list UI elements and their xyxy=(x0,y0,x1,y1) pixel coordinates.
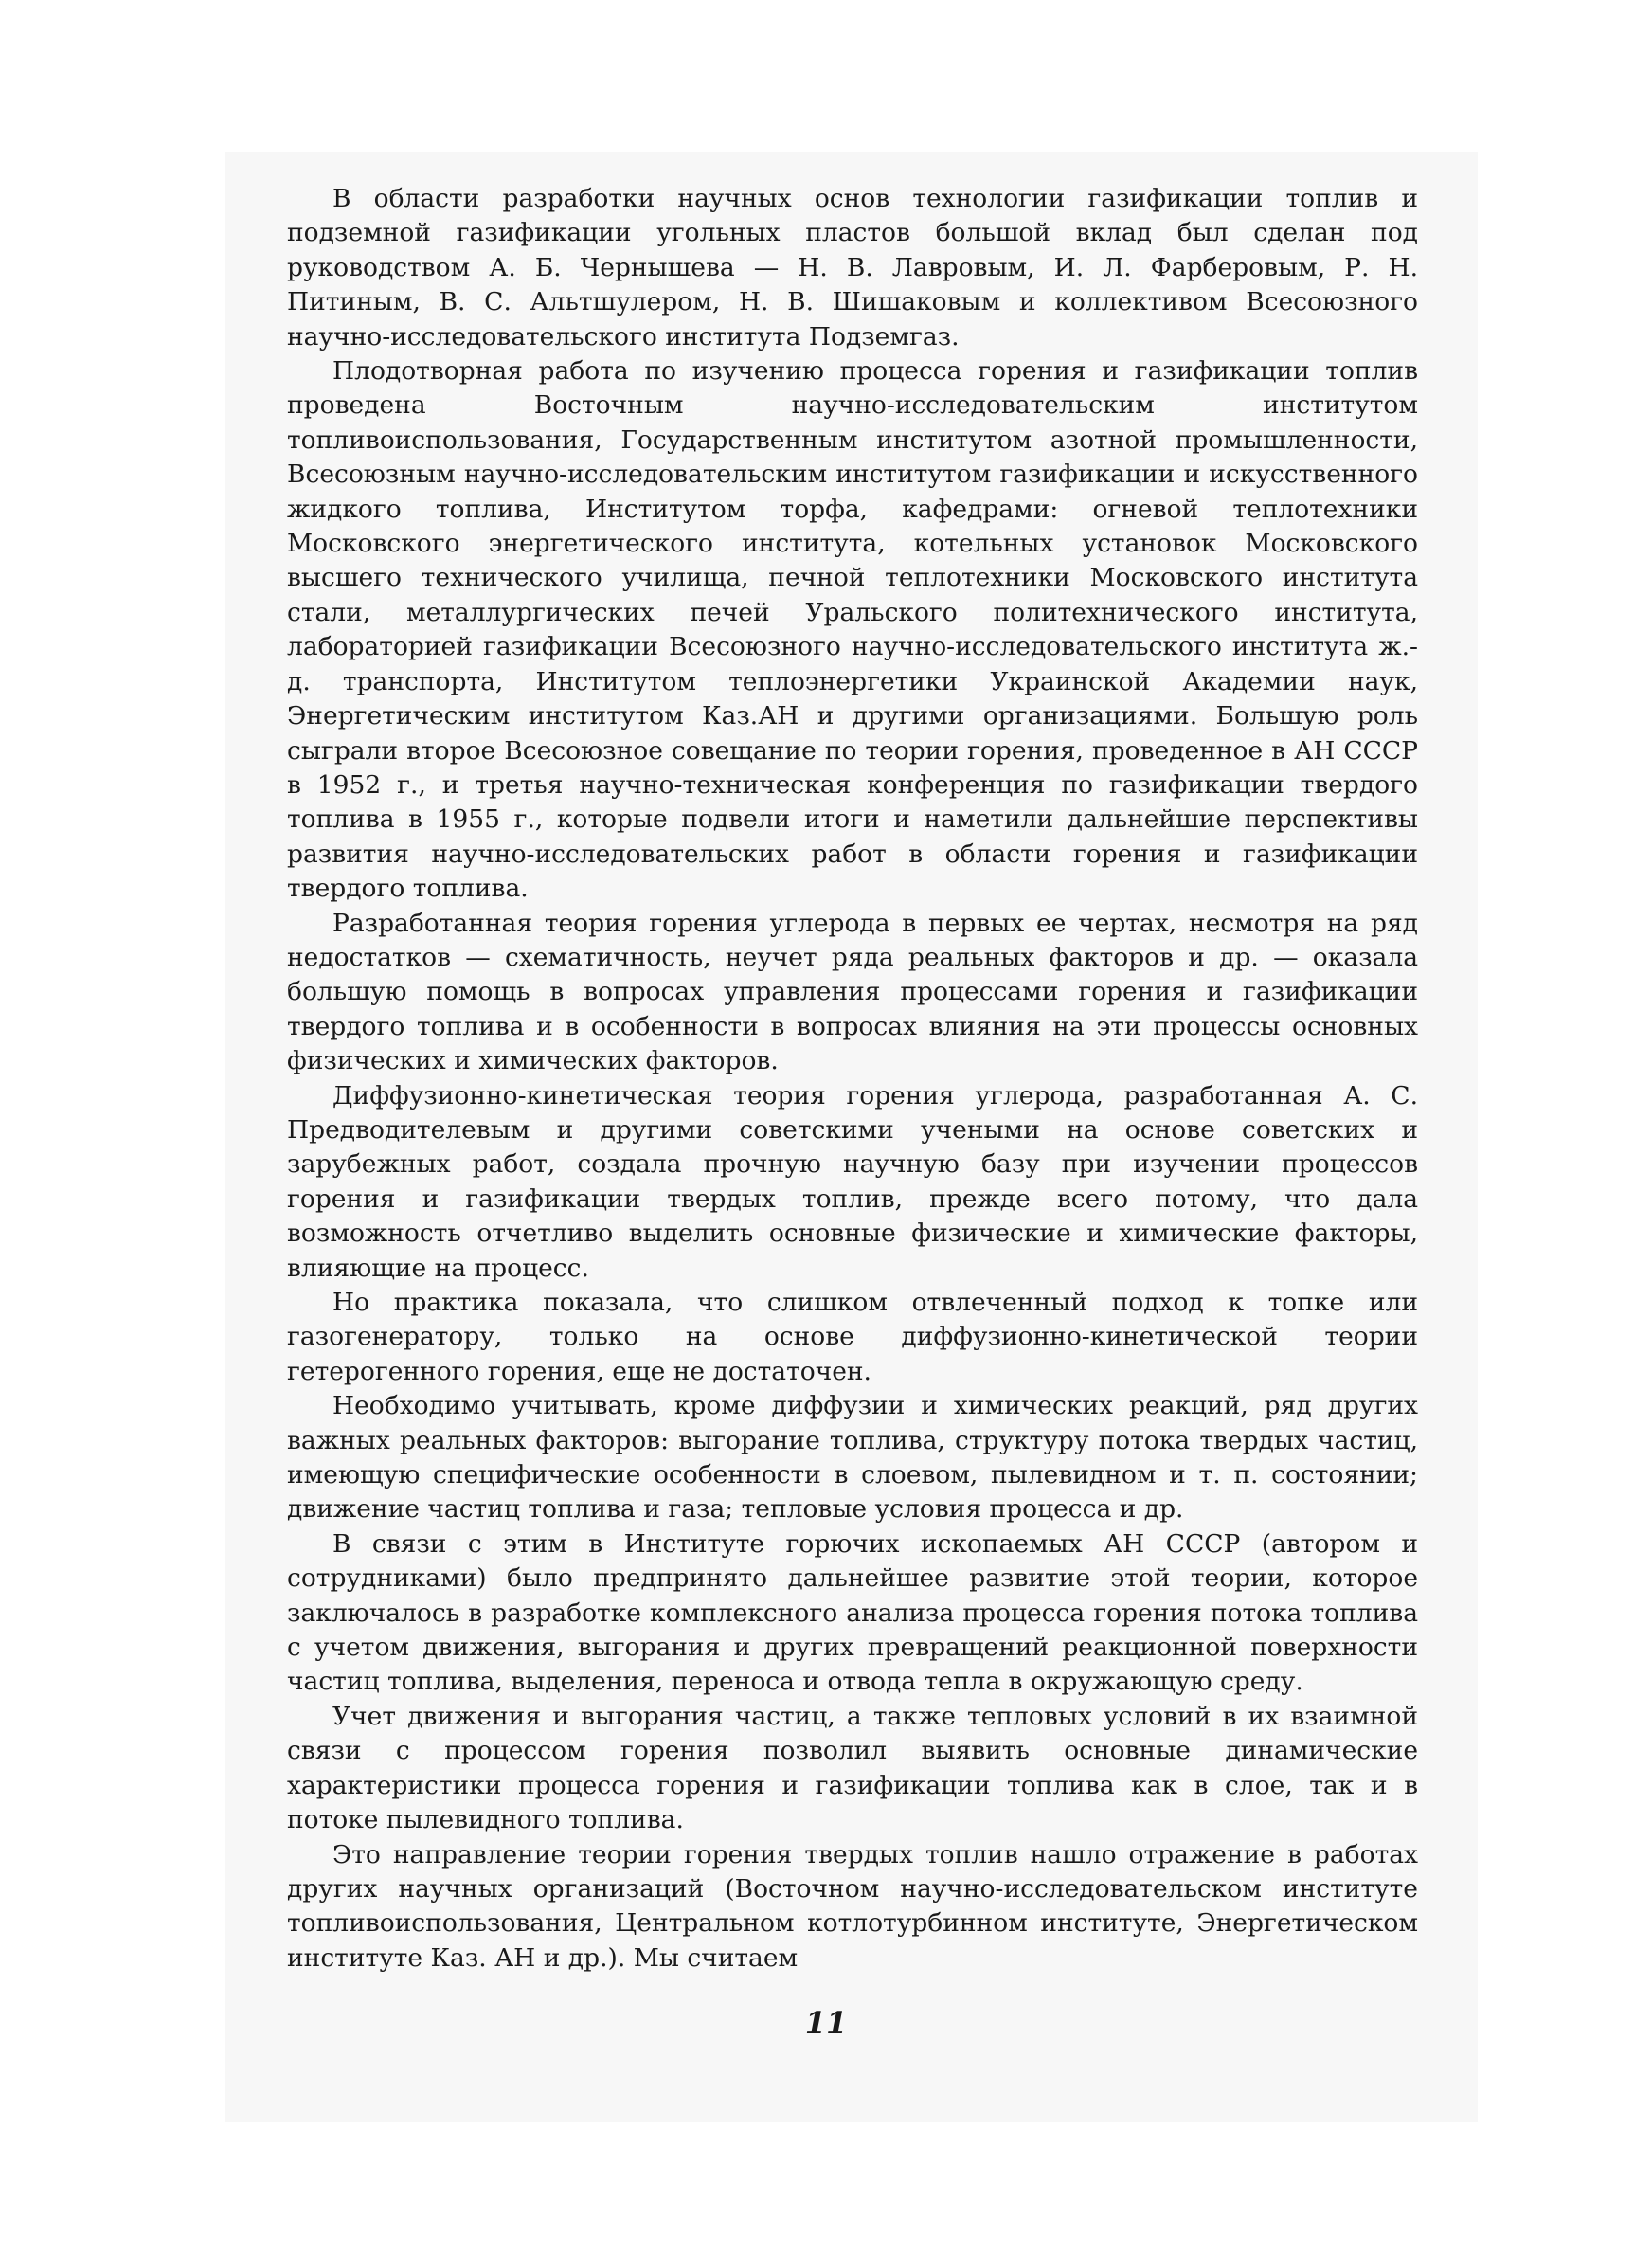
paragraph-3: Разработанная теория горения углерода в первых ее чертах, несмотря на ряд недостатков — схематичность, неучет ряда реальных факторов и др. — оказала большую помощь в вопросах управления процессами горения и газификации твердого топлива и в особенности в вопросах влияния на эти процессы основных физических и химических факторов. xyxy=(287,908,1418,1076)
paragraph-8: Учет движения и выгорания частиц, а также тепловых условий в их взаимной связи с процессом горения позволил выявить основные динамические характеристики процесса горения и газификации топлива как в слое, так и в потоке пылевидного топлива. xyxy=(287,1701,1418,1835)
paragraph-4: Диффузионно-кинетическая теория горения углерода, разработанная А. С. Предводителевым и другими советскими учеными на основе советских и зарубежных работ, создала прочную научную базу при изучении процессов горения и газификации твердых топлив, прежде всего потому, что дала возможность отчетливо выделить основные физические и химические факторы, влияющие на процесс. xyxy=(287,1080,1418,1283)
paragraph-9: Это направление теории горения твердых топлив нашло отражение в работах других научных организаций (Восточном научно-исследовательском институте топливоиспользования, Центральном котлотурбинном институте, Энергетическом институте Каз. АН и др.). Мы считаем xyxy=(287,1839,1418,1973)
paragraph-6: Необходимо учитывать, кроме диффузии и химических реакций, ряд других важных реальных факторов: выгорание топлива, структуру потока твердых частиц, имеющую специфические особенности в слоевом, пылевидном и т. п. состоянии; движение частиц топлива и газа; тепловые условия процесса и др. xyxy=(287,1391,1418,1525)
page-number: 11 xyxy=(804,2005,848,2041)
paragraph-2: Плодотворная работа по изучению процесса горения и газификации топлив проведена Восточным научно-исследовательским институтом топливоиспользования, Государственным институтом азотной промышленности, Всесоюзным научно-исследовательским институтом газификации и искусственного жидкого топлива, Институтом торфа, кафедрами: огневой теплотехники Московского энергетического института, котельных установок Московского высшего технического училища, печной теплотехники Московского института стали, металлургических печей Уральского политехнического института, лабораторией газификации Всесоюзного научно-исследовательского института ж.-д. транспорта, Институтом теплоэнергетики Украинской Академии наук, Энергетическим институтом Каз.АН и другими организациями. Большую роль сыграли второе Всесоюзное совещание по теории горения, проведенное в АН СССР в 1952 г., и третья научно-техническая конференция по газификации твердого топлива в 1955 г., которые подвели итоги и наметили дальнейшие перспективы развития научно-исследовательских работ в области горения и газификации твердого топлива. xyxy=(287,356,1418,904)
paragraph-5: Но практика показала, что слишком отвлеченный подход к топке или газогенератору, только на основе диффузионно-кинетической теории гетерогенного горения, еще не достаточен. xyxy=(287,1288,1418,1386)
body-text xyxy=(287,182,1418,1976)
paragraph-1: В области разработки научных основ технологии газификации топлив и подземной газификации угольных пластов большой вклад был сделан под руководством А. Б. Чернышева — Н. В. Лавровым, И. Л. Фарберовым, Р. Н. Питиным, В. С. Альтшулером, Н. В. Шишаковым и коллективом Всесоюзного научно-исследовательского института Подземгаз. xyxy=(287,184,1418,352)
paragraph-7: В связи с этим в Институте горючих ископаемых АН СССР (автором и сотрудниками) было предпринято дальнейшее развитие этой теории, которое заключалось в разработке комплексного анализа процесса горения потока топлива с учетом движения, выгорания и других превращений реакционной поверхности частиц топлива, выделения, переноса и отвода тепла в окружающую среду. xyxy=(287,1528,1418,1697)
